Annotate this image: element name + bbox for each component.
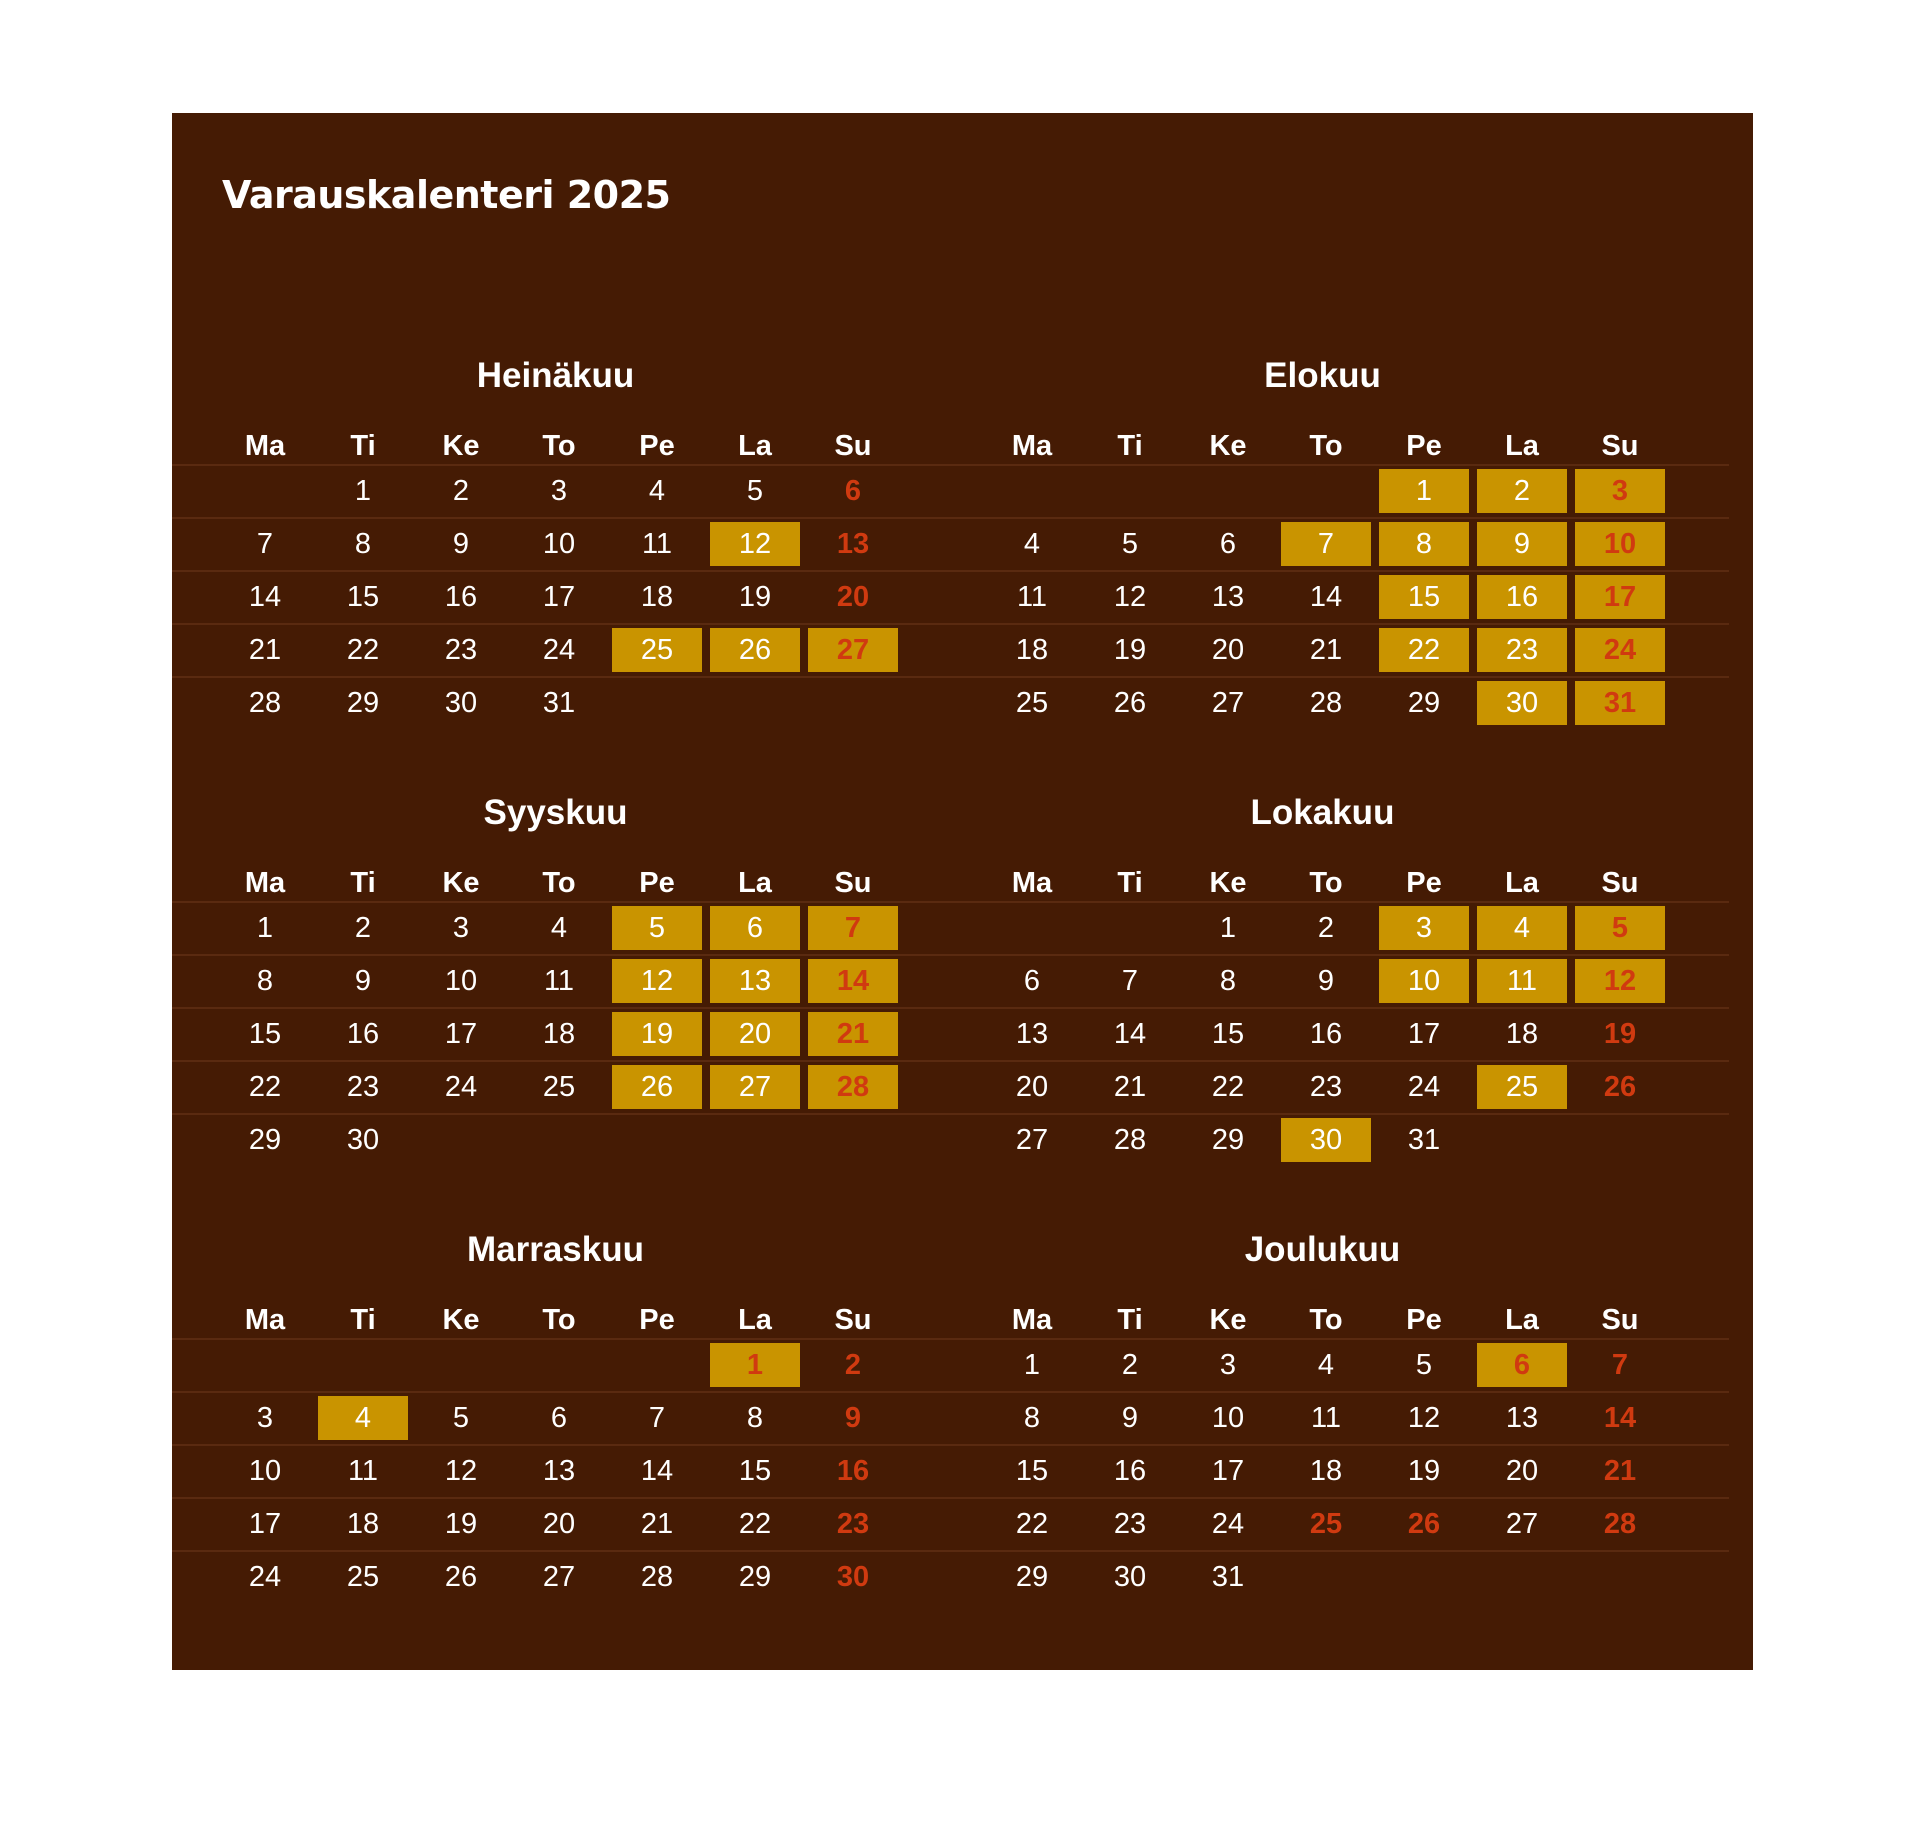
month-name: Elokuu (1264, 356, 1381, 395)
booked-day[interactable]: 14 (808, 959, 898, 1003)
day-cell[interactable]: 21 (248, 634, 282, 666)
weekday-label: To (1309, 430, 1343, 462)
day-cell[interactable]: 14 (1603, 1402, 1637, 1434)
row-divider (172, 464, 962, 466)
day-cell[interactable]: 15 (1015, 1455, 1049, 1487)
booked-day[interactable]: 10 (1379, 959, 1469, 1003)
day-cell[interactable]: 9 (1317, 965, 1335, 997)
day-cell[interactable]: 1 (256, 912, 274, 944)
day-cell[interactable]: 16 (1113, 1455, 1147, 1487)
booked-day[interactable]: 19 (612, 1012, 702, 1056)
day-cell[interactable]: 28 (1309, 687, 1343, 719)
day-cell[interactable]: 29 (1211, 1124, 1245, 1156)
day-cell[interactable]: 19 (738, 581, 772, 613)
weekday-label: Su (1601, 867, 1639, 899)
day-cell[interactable]: 28 (640, 1561, 674, 1593)
row-divider (172, 570, 962, 572)
month-name: Syyskuu (483, 793, 628, 832)
day-cell[interactable]: 29 (738, 1561, 772, 1593)
day-cell[interactable]: 15 (248, 1018, 282, 1050)
day-cell[interactable]: 24 (248, 1561, 282, 1593)
booked-day[interactable]: 12 (1575, 959, 1665, 1003)
booked-day[interactable]: 5 (612, 906, 702, 950)
day-cell[interactable]: 2 (452, 475, 470, 507)
day-cell[interactable]: 26 (1113, 687, 1147, 719)
day-cell[interactable]: 3 (1219, 1349, 1237, 1381)
month-name: Lokakuu (1250, 793, 1395, 832)
booked-day[interactable]: 30 (1281, 1118, 1371, 1162)
booked-day[interactable]: 3 (1575, 469, 1665, 513)
row-divider (172, 1550, 962, 1552)
day-cell[interactable]: 22 (248, 1071, 282, 1103)
day-cell[interactable]: 27 (1015, 1124, 1049, 1156)
day-cell[interactable]: 31 (1407, 1124, 1441, 1156)
day-cell[interactable]: 2 (354, 912, 372, 944)
day-cell[interactable]: 8 (1219, 965, 1237, 997)
weekday-label: La (738, 867, 772, 899)
day-cell[interactable]: 10 (1211, 1402, 1245, 1434)
row-divider (939, 901, 1729, 903)
month-marraskuu (172, 1230, 939, 1650)
weekday-label: Su (1601, 430, 1639, 462)
weekday-label: Pe (639, 867, 675, 899)
weekday-label: Su (834, 1304, 872, 1336)
day-cell[interactable]: 12 (444, 1455, 478, 1487)
booked-day[interactable]: 12 (710, 522, 800, 566)
day-cell[interactable]: 21 (1603, 1455, 1637, 1487)
day-cell[interactable]: 5 (1121, 528, 1139, 560)
day-cell[interactable]: 16 (346, 1018, 380, 1050)
day-cell[interactable]: 22 (1211, 1071, 1245, 1103)
calendar-title: Varauskalenteri 2025 (222, 173, 671, 217)
weekday-header (172, 863, 939, 903)
weekday-label: Pe (1406, 867, 1442, 899)
day-cell[interactable]: 30 (836, 1561, 870, 1593)
row-divider (939, 1497, 1729, 1499)
day-cell[interactable]: 6 (1023, 965, 1041, 997)
day-cell[interactable]: 20 (542, 1508, 576, 1540)
day-cell[interactable]: 14 (1113, 1018, 1147, 1050)
day-cell[interactable]: 18 (1505, 1018, 1539, 1050)
day-cell[interactable]: 13 (836, 528, 870, 560)
day-cell[interactable]: 9 (452, 528, 470, 560)
day-cell[interactable]: 29 (248, 1124, 282, 1156)
day-cell[interactable]: 18 (542, 1018, 576, 1050)
booked-day[interactable]: 17 (1575, 575, 1665, 619)
day-cell[interactable]: 29 (1015, 1561, 1049, 1593)
booked-day[interactable]: 27 (710, 1065, 800, 1109)
day-cell[interactable]: 18 (346, 1508, 380, 1540)
day-cell[interactable]: 13 (1015, 1018, 1049, 1050)
weekday-label: Ke (1209, 867, 1247, 899)
weekday-label: La (738, 1304, 772, 1336)
day-cell[interactable]: 29 (346, 687, 380, 719)
day-cell[interactable]: 12 (1407, 1402, 1441, 1434)
day-cell[interactable]: 24 (1407, 1071, 1441, 1103)
row-divider (939, 1550, 1729, 1552)
day-cell[interactable]: 21 (640, 1508, 674, 1540)
day-cell[interactable]: 26 (1407, 1508, 1441, 1540)
day-cell[interactable]: 8 (746, 1402, 764, 1434)
row-divider (939, 676, 1729, 678)
weekday-label: To (1309, 1304, 1343, 1336)
day-cell[interactable]: 23 (1309, 1071, 1343, 1103)
day-cell[interactable]: 13 (1505, 1402, 1539, 1434)
month-syyskuu (172, 793, 939, 1213)
row-divider (939, 517, 1729, 519)
booked-day[interactable]: 30 (1477, 681, 1567, 725)
month-elokuu (939, 356, 1706, 776)
day-cell[interactable]: 20 (1015, 1071, 1049, 1103)
day-cell[interactable]: 19 (1603, 1018, 1637, 1050)
booked-day[interactable]: 7 (808, 906, 898, 950)
day-cell[interactable]: 23 (346, 1071, 380, 1103)
day-cell[interactable]: 14 (248, 581, 282, 613)
booked-day[interactable]: 28 (808, 1065, 898, 1109)
day-cell[interactable]: 15 (738, 1455, 772, 1487)
row-divider (939, 1338, 1729, 1340)
month-name: Marraskuu (466, 1230, 645, 1269)
day-cell[interactable]: 27 (1211, 687, 1245, 719)
day-cell[interactable]: 31 (542, 687, 576, 719)
row-divider (939, 1007, 1729, 1009)
weekday-label: Pe (639, 430, 675, 462)
row-divider (939, 464, 1729, 466)
day-cell[interactable]: 2 (844, 1349, 862, 1381)
weekday-label: To (542, 867, 576, 899)
weekday-label: Ke (1209, 430, 1247, 462)
day-cell[interactable]: 24 (444, 1071, 478, 1103)
row-divider (939, 1113, 1729, 1115)
day-cell[interactable]: 20 (1505, 1455, 1539, 1487)
row-divider (939, 1060, 1729, 1062)
weekday-label: Pe (1406, 1304, 1442, 1336)
booked-day[interactable]: 26 (710, 628, 800, 672)
day-cell[interactable]: 11 (1310, 1402, 1342, 1434)
day-cell[interactable]: 5 (452, 1402, 470, 1434)
day-cell[interactable]: 18 (1309, 1455, 1343, 1487)
day-cell[interactable]: 4 (648, 475, 666, 507)
booked-day[interactable]: 1 (710, 1343, 800, 1387)
weekday-header (172, 426, 939, 466)
calendar-panel (172, 113, 1753, 1670)
weekday-label: Ti (1117, 1304, 1143, 1336)
day-cell[interactable]: 24 (1211, 1508, 1245, 1540)
row-divider (939, 1444, 1729, 1446)
day-cell[interactable]: 2 (1121, 1349, 1139, 1381)
weekday-label: Ma (244, 1304, 286, 1336)
day-cell[interactable]: 6 (844, 475, 862, 507)
day-cell[interactable]: 4 (1023, 528, 1041, 560)
booked-day[interactable]: 5 (1575, 906, 1665, 950)
weekday-label: Ma (1011, 867, 1053, 899)
day-cell[interactable]: 28 (1113, 1124, 1147, 1156)
day-cell[interactable]: 14 (640, 1455, 674, 1487)
day-cell[interactable]: 5 (746, 475, 764, 507)
weekday-label: La (738, 430, 772, 462)
row-divider (172, 1391, 962, 1393)
weekday-label: Pe (639, 1304, 675, 1336)
day-cell[interactable]: 4 (1317, 1349, 1335, 1381)
weekday-label: Ti (1117, 867, 1143, 899)
day-cell[interactable]: 1 (1219, 912, 1237, 944)
row-divider (172, 1444, 962, 1446)
booked-day[interactable]: 9 (1477, 522, 1567, 566)
day-cell[interactable]: 19 (1113, 634, 1147, 666)
day-cell[interactable]: 9 (844, 1402, 862, 1434)
month-lokakuu (939, 793, 1706, 1213)
day-cell[interactable]: 26 (1603, 1071, 1637, 1103)
day-cell[interactable]: 26 (444, 1561, 478, 1593)
day-cell[interactable]: 21 (1309, 634, 1343, 666)
day-cell[interactable]: 1 (1023, 1349, 1041, 1381)
day-cell[interactable]: 10 (542, 528, 576, 560)
day-cell[interactable]: 8 (256, 965, 274, 997)
weekday-label: To (542, 1304, 576, 1336)
weekday-label: To (542, 430, 576, 462)
day-cell[interactable]: 25 (1309, 1508, 1343, 1540)
row-divider (939, 954, 1729, 956)
day-cell[interactable]: 16 (444, 581, 478, 613)
day-cell[interactable]: 17 (444, 1018, 478, 1050)
row-divider (172, 1007, 962, 1009)
day-cell[interactable]: 11 (347, 1455, 379, 1487)
month-heinäkuu (172, 356, 939, 776)
weekday-label: Su (1601, 1304, 1639, 1336)
weekday-header (172, 1300, 939, 1340)
day-cell[interactable]: 9 (1121, 1402, 1139, 1434)
weekday-label: Ma (1011, 1304, 1053, 1336)
weekday-header (939, 426, 1706, 466)
day-cell[interactable]: 22 (1015, 1508, 1049, 1540)
day-cell[interactable]: 1 (354, 475, 372, 507)
weekday-label: Ti (350, 867, 376, 899)
booked-day[interactable]: 21 (808, 1012, 898, 1056)
booked-day[interactable]: 25 (612, 628, 702, 672)
day-cell[interactable]: 29 (1407, 687, 1441, 719)
booked-day[interactable]: 27 (808, 628, 898, 672)
month-name: Heinäkuu (476, 356, 635, 395)
row-divider (172, 517, 962, 519)
booked-day[interactable]: 8 (1379, 522, 1469, 566)
day-cell[interactable]: 10 (248, 1455, 282, 1487)
weekday-label: La (1505, 1304, 1539, 1336)
weekday-label: Ke (442, 1304, 480, 1336)
day-cell[interactable]: 7 (1121, 965, 1139, 997)
day-cell[interactable]: 30 (1113, 1561, 1147, 1593)
booked-day[interactable]: 11 (1477, 959, 1567, 1003)
row-divider (172, 623, 962, 625)
day-cell[interactable]: 17 (542, 581, 576, 613)
day-cell[interactable]: 16 (836, 1455, 870, 1487)
weekday-label: Ma (244, 867, 286, 899)
weekday-label: Pe (1406, 430, 1442, 462)
row-divider (939, 570, 1729, 572)
booked-day[interactable]: 2 (1477, 469, 1567, 513)
day-cell[interactable]: 25 (1015, 687, 1049, 719)
booked-day[interactable]: 4 (318, 1396, 408, 1440)
booked-day[interactable]: 6 (1477, 1343, 1567, 1387)
day-cell[interactable]: 11 (1016, 581, 1048, 613)
day-cell[interactable]: 20 (1211, 634, 1245, 666)
weekday-label: Ke (442, 430, 480, 462)
day-cell[interactable]: 25 (346, 1561, 380, 1593)
day-cell[interactable]: 21 (1113, 1071, 1147, 1103)
month-joulukuu (939, 1230, 1706, 1650)
weekday-label: La (1505, 430, 1539, 462)
weekday-label: Ke (1209, 1304, 1247, 1336)
day-cell[interactable]: 19 (444, 1508, 478, 1540)
weekday-label: La (1505, 867, 1539, 899)
day-cell[interactable]: 23 (836, 1508, 870, 1540)
booked-day[interactable]: 7 (1281, 522, 1371, 566)
day-cell[interactable]: 7 (648, 1402, 666, 1434)
day-cell[interactable]: 10 (444, 965, 478, 997)
weekday-header (939, 863, 1706, 903)
day-cell[interactable]: 3 (452, 912, 470, 944)
row-divider (172, 1113, 962, 1115)
day-cell[interactable]: 15 (346, 581, 380, 613)
day-cell[interactable]: 3 (256, 1402, 274, 1434)
day-cell[interactable]: 15 (1211, 1018, 1245, 1050)
booked-day[interactable]: 15 (1379, 575, 1469, 619)
day-cell[interactable]: 27 (1505, 1508, 1539, 1540)
day-cell[interactable]: 9 (354, 965, 372, 997)
day-cell[interactable]: 8 (1023, 1402, 1041, 1434)
weekday-label: Su (834, 867, 872, 899)
booked-day[interactable]: 20 (710, 1012, 800, 1056)
day-cell[interactable]: 19 (1407, 1455, 1441, 1487)
day-cell[interactable]: 16 (1309, 1018, 1343, 1050)
booked-day[interactable]: 22 (1379, 628, 1469, 672)
booked-day[interactable]: 25 (1477, 1065, 1567, 1109)
day-cell[interactable]: 23 (1113, 1508, 1147, 1540)
booked-day[interactable]: 6 (710, 906, 800, 950)
row-divider (172, 1060, 962, 1062)
row-divider (172, 676, 962, 678)
day-cell[interactable]: 24 (542, 634, 576, 666)
day-cell[interactable]: 6 (1219, 528, 1237, 560)
weekday-label: Su (834, 430, 872, 462)
day-cell[interactable]: 28 (1603, 1508, 1637, 1540)
day-cell[interactable]: 11 (543, 965, 575, 997)
day-cell[interactable]: 2 (1317, 912, 1335, 944)
row-divider (939, 1391, 1729, 1393)
day-cell[interactable]: 6 (550, 1402, 568, 1434)
row-divider (172, 1497, 962, 1499)
day-cell[interactable]: 12 (1113, 581, 1147, 613)
weekday-label: Ti (350, 1304, 376, 1336)
weekday-header (939, 1300, 1706, 1340)
day-cell[interactable]: 7 (256, 528, 274, 560)
day-cell[interactable]: 4 (550, 912, 568, 944)
day-cell[interactable]: 17 (1211, 1455, 1245, 1487)
booked-day[interactable]: 4 (1477, 906, 1567, 950)
weekday-label: Ti (350, 430, 376, 462)
day-cell[interactable]: 18 (640, 581, 674, 613)
booked-day[interactable]: 26 (612, 1065, 702, 1109)
weekday-label: To (1309, 867, 1343, 899)
booked-day[interactable]: 3 (1379, 906, 1469, 950)
booked-day[interactable]: 23 (1477, 628, 1567, 672)
day-cell[interactable]: 13 (542, 1455, 576, 1487)
weekday-label: Ma (244, 430, 286, 462)
day-cell[interactable]: 17 (248, 1508, 282, 1540)
booked-day[interactable]: 31 (1575, 681, 1665, 725)
row-divider (939, 623, 1729, 625)
month-name: Joulukuu (1244, 1230, 1401, 1269)
booked-day[interactable]: 10 (1575, 522, 1665, 566)
day-cell[interactable]: 30 (444, 687, 478, 719)
day-cell[interactable]: 17 (1407, 1018, 1441, 1050)
weekday-label: Ma (1011, 430, 1053, 462)
day-cell[interactable]: 25 (542, 1071, 576, 1103)
day-cell[interactable]: 13 (1211, 581, 1245, 613)
day-cell[interactable]: 18 (1015, 634, 1049, 666)
row-divider (172, 954, 962, 956)
booked-day[interactable]: 12 (612, 959, 702, 1003)
day-cell[interactable]: 5 (1415, 1349, 1433, 1381)
day-cell[interactable]: 14 (1309, 581, 1343, 613)
day-cell[interactable]: 23 (444, 634, 478, 666)
day-cell[interactable]: 7 (1611, 1349, 1629, 1381)
day-cell[interactable]: 31 (1211, 1561, 1245, 1593)
booked-day[interactable]: 24 (1575, 628, 1665, 672)
day-cell[interactable]: 27 (542, 1561, 576, 1593)
day-cell[interactable]: 8 (354, 528, 372, 560)
booked-day[interactable]: 1 (1379, 469, 1469, 513)
day-cell[interactable]: 11 (641, 528, 673, 560)
day-cell[interactable]: 3 (550, 475, 568, 507)
row-divider (172, 901, 962, 903)
booked-day[interactable]: 16 (1477, 575, 1567, 619)
day-cell[interactable]: 28 (248, 687, 282, 719)
weekday-label: Ke (442, 867, 480, 899)
weekday-label: Ti (1117, 430, 1143, 462)
day-cell[interactable]: 22 (346, 634, 380, 666)
day-cell[interactable]: 30 (346, 1124, 380, 1156)
day-cell[interactable]: 22 (738, 1508, 772, 1540)
day-cell[interactable]: 20 (836, 581, 870, 613)
row-divider (172, 1338, 962, 1340)
booked-day[interactable]: 13 (710, 959, 800, 1003)
